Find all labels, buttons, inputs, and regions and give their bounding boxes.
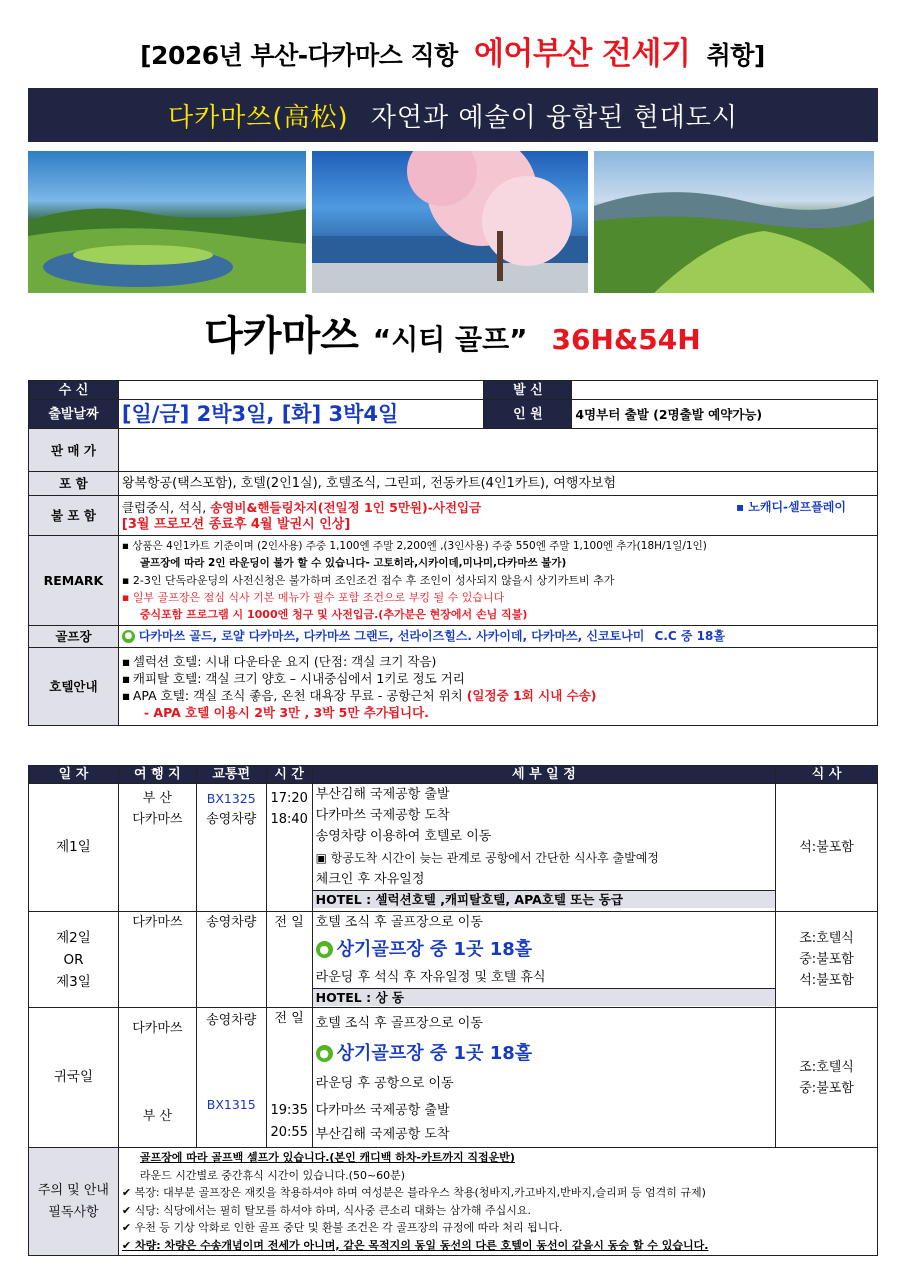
return-time-allday: 전 일: [274, 1011, 304, 1026]
include-label: 포 함: [29, 472, 119, 496]
title-highlight: 에어부산 전세기: [473, 36, 691, 72]
day2-transport: 송영차량: [196, 912, 266, 1008]
return-transports: [196, 1008, 266, 1148]
top-title: [0, 28, 905, 73]
return-meal-lunch: 중:불포함: [799, 1080, 854, 1096]
return-times: [266, 1008, 312, 1148]
remark-lunch: 일부 골프장은 점심 식사 기본 메뉴가 필수 포함 조건으로 부킹 될 수 있습니다: [132, 591, 505, 604]
day2-or: OR: [63, 951, 84, 968]
bullet-icon: ▪: [121, 653, 131, 669]
hotel-apa: APA 호텔: 객실 조식 좋음, 온천 대욕장 무료 - 공항근처 위치: [132, 687, 467, 703]
recv-value: [118, 381, 484, 400]
day2-hotel: HOTEL : 상 동: [313, 988, 775, 1006]
return-detail-4: 다카마쓰 국제공항 출발: [315, 1102, 450, 1118]
golf-label: 골프장: [29, 626, 119, 648]
schedule-day1-row: [29, 784, 878, 912]
day1-detail-2: 다카마쓰 국제공항 도착: [315, 808, 450, 823]
exclude-no-caddie: ▪ 노캐디-셀프플레이: [735, 499, 846, 514]
day2-label: 제2일: [56, 929, 91, 946]
day2-meal-dinner: 석:불포함: [799, 973, 854, 988]
return-detail-3: 라운딩 후 공항으로 이동: [315, 1075, 454, 1091]
return-place-takamatsu: 다카마쓰: [132, 1021, 183, 1036]
main-title: [0, 304, 905, 361]
return-detail-golf: 상기골프장 중 1곳 18홀: [336, 1042, 533, 1064]
golf-fairway-image: [594, 151, 874, 293]
row-exclude: [29, 496, 878, 536]
golf-courses: 다카마쓰 골드, 로얄 다카마쓰, 다카마쓰 그랜드, 선라이즈힐스. 사카이데, 다카마쓰, 신코토나미: [138, 629, 645, 643]
return-places: [118, 1008, 196, 1148]
day1-detail-5: 체크인 후 자유일정: [315, 872, 425, 887]
bullet-icon: ▪: [121, 574, 130, 587]
exclude-label: 불 포 함: [29, 496, 119, 536]
return-time-depart: 19:35: [270, 1103, 308, 1118]
schedule-header-row: [29, 766, 878, 784]
day2-meals: [776, 912, 878, 1008]
day1-hotel: HOTEL : 셀럭션호텔 ,캐피탈호텔, APA호텔 또는 동급: [313, 890, 775, 908]
return-meals: [776, 1008, 878, 1148]
hotel-capital: 캐피탈 호텔: 객실 크기 양호 – 시내중심에서 1키로 정도 거리: [132, 670, 465, 686]
day1-meal: 석:불포함: [776, 784, 878, 912]
hotel-cell: [118, 648, 877, 726]
day2-detail-golf-row: [313, 932, 775, 966]
row-recv-send: [29, 381, 878, 400]
schedule-table: [28, 765, 878, 1256]
day2-meal-lunch: 중:불포함: [799, 952, 854, 967]
hotel-label: 호텔안내: [29, 648, 119, 726]
cherry-blossom-image: [312, 151, 588, 293]
day1-time-depart: 17:20: [270, 791, 308, 806]
day1-detail-4: ▣ 항공도착 시간이 늦는 관계로 공항에서 간단한 식사후 출발예정: [315, 850, 659, 865]
notice-label-2: 필독사항: [48, 1204, 99, 1220]
day1-detail-3: 송영차량 이용하여 호텔로 이동: [315, 829, 492, 844]
notice-weather: ✔ 우천 등 기상 악화로 인한 골프 중단 및 환불 조건은 각 골프장의 규정에 따라 처리 됩니다.: [121, 1221, 563, 1234]
notice-dining: ✔ 식당: 식당에서는 필히 탈모를 하셔야 하며, 식사중 큰소리 대화는 삼가해 주십시요.: [121, 1203, 531, 1217]
bullet-icon: ▪: [121, 670, 131, 686]
remark-two-players: 골프장에 따라 2인 라운딩이 불가 할 수 있습니다- 고토히라,시카이데,미나미,다카마쓰 불가): [139, 557, 567, 569]
day1-flight: BX1325: [206, 791, 256, 806]
notice-vehicle: ✔ 차량: 차량은 수송개념이며 전세가 아니며, 같은 목적지의 동일 동선의 다른 호텔이 동선이 같을시 동승 할 수 있습니다.: [121, 1238, 709, 1252]
notice-dress: ✔ 복장: 대부분 골프장은 재킷을 착용하셔야 하며 여성분은 블라우스 착용(청바지,카고바지,반바지,슬리퍼 등 엄격히 규제): [121, 1186, 706, 1199]
seller-label: 판 매 가: [29, 429, 119, 472]
header-transport: 교통편: [196, 766, 266, 784]
golf-icon: ●: [316, 941, 333, 958]
day1-label: 제1일: [29, 784, 119, 912]
golf-icon: ●: [316, 1045, 333, 1062]
hotel-apa-transfer: (일정중 1회 시내 수송): [466, 687, 597, 703]
day1-place-busan: 부 산: [142, 791, 172, 806]
golf-cell: [118, 626, 877, 648]
return-flight: BX1315: [206, 1097, 256, 1112]
return-detail-golf-row: [313, 1038, 775, 1068]
day2-details: [312, 912, 775, 1008]
depart-value: [일/금] 2박3일, [화] 3박4일: [118, 400, 484, 429]
people-label: 인 원: [484, 400, 572, 429]
return-shuttle: 송영차량: [206, 1013, 257, 1028]
day1-places: [118, 784, 196, 912]
notice-break: 라운드 시간별로 중간휴식 시간이 있습니다.(50~60분): [139, 1168, 406, 1182]
return-place-busan: 부 산: [142, 1109, 172, 1124]
bullet-icon: ▪: [121, 591, 130, 604]
day1-times: [266, 784, 312, 912]
day2-place: 다카마쓰: [118, 912, 196, 1008]
day1-detail-1: 부산김해 국제공항 출발: [315, 787, 450, 802]
main-title-holes: 36H&54H: [551, 323, 701, 356]
recv-label: 수 신: [29, 381, 119, 400]
remark-cell: [118, 536, 877, 626]
exclude-items: 클럽중식, 석식,: [121, 499, 211, 515]
golf-holes: C.C 중 18홀: [654, 629, 725, 643]
photo-cherry-blossom: [312, 151, 588, 293]
hotel-selection: 셀럭션 호텔: 시내 다운타운 요지 (단점: 객실 크기 작음): [132, 653, 437, 669]
day1-place-takamatsu: 다카마쓰: [132, 812, 183, 827]
row-golf: [29, 626, 878, 648]
day2-detail-1: 호텔 조식 후 골프장으로 이동: [315, 914, 483, 930]
include-value: 왕복항공(택스포함), 호텔(2인1실), 호텔조식, 그린피, 전동카트(4인1카트), 여행자보험: [118, 472, 877, 496]
depart-label: 출발날짜: [29, 400, 119, 429]
header-date: 일 자: [29, 766, 119, 784]
return-detail-5: 부산김해 국제공항 도착: [315, 1126, 450, 1142]
hotel-apa-surcharge: - APA 호텔 이용시 2박 3만 , 3박 5만 추가됩니다.: [143, 704, 429, 720]
title-suffix: 취항]: [706, 41, 765, 70]
people-value: 4명부터 출발 (2명출발 예약가능): [572, 400, 878, 429]
return-time-arrive: 20:55: [270, 1125, 308, 1140]
return-details: [312, 1008, 775, 1148]
day3-label: 제3일: [56, 973, 91, 990]
remark-cart-fee: ▪ 상품은 4인1카트 기준이며 (2인사용) 주중 1,100엔 주말 2,200엔 ,(3인사용) 주중 550엔 주말 1,100엔 추가(18H/1일/1인): [121, 540, 707, 552]
return-label: 귀국일: [29, 1008, 119, 1148]
row-include: [29, 472, 878, 496]
exclude-transfer-fee: 송영비&핸들링차지(전일정 1인 5만원)-사전입금: [210, 499, 482, 515]
bullet-icon: ▪: [121, 687, 131, 703]
header-detail: 세 부 일 정: [312, 766, 775, 784]
main-title-city: 다카마쓰: [204, 313, 359, 359]
return-meal-breakfast: 조:호텔식: [799, 1059, 854, 1075]
schedule-day2-row: [29, 912, 878, 1008]
day2-detail-golf: 상기골프장 중 1곳 18홀: [336, 938, 533, 960]
notice-row: [29, 1148, 878, 1256]
notice-cell: [118, 1148, 877, 1256]
notice-label: [29, 1148, 119, 1256]
banner-tagline: 자연과 예술이 융합된 현대도시: [370, 102, 739, 133]
return-detail-1: 호텔 조식 후 골프장으로 이동: [315, 1015, 483, 1031]
seller-value: [118, 429, 877, 472]
day1-details: [312, 784, 775, 912]
day1-shuttle: 송영차량: [206, 812, 257, 827]
info-table: [28, 380, 878, 726]
day1-transports: [196, 784, 266, 912]
banner: [28, 88, 878, 142]
header-meal: 식 사: [776, 766, 878, 784]
day2-time: 전 일: [266, 912, 312, 1008]
exclude-price-notice: [3월 프로모션 종료후 4월 발권시 인상]: [121, 516, 351, 532]
title-prefix: [2026년 부산-다카마스 직항: [140, 41, 458, 70]
header-place: 여 행 지: [118, 766, 196, 784]
day2-detail-3: 라운딩 후 석식 후 자유일정 및 호텔 휴식: [315, 969, 546, 985]
send-value: [572, 381, 878, 400]
remark-label: REMARK: [29, 536, 119, 626]
row-seller: [29, 429, 878, 472]
day2-meal-breakfast: 조:호텔식: [799, 931, 854, 946]
day2-label-cell: [29, 912, 119, 1008]
golf-icon: ●: [122, 630, 135, 643]
header-time: 시 간: [266, 766, 312, 784]
day1-time-arrive: 18:40: [270, 812, 308, 827]
remark-join: 2-3인 단독라운딩의 사전신청은 불가하며 조인조건 접수 후 조인이 성사되지 않을시 상기카트비 추가: [132, 574, 615, 587]
remark-lunch-fee: 중식포함 프로그램 시 1000엔 청구 및 사전입금.(추가분은 현장에서 손님 직불): [139, 608, 528, 621]
schedule-return-row: [29, 1008, 878, 1148]
banner-city: 다카마쓰(高松): [167, 102, 349, 133]
photo-golf-course-pond: [28, 151, 306, 293]
notice-golf-bag: 골프장에 따라 골프백 셀프가 있습니다.(본인 캐디백 하차-카트까지 직접운반): [139, 1151, 515, 1164]
send-label: 발 신: [484, 381, 572, 400]
notice-label-1: 주의 및 안내: [37, 1182, 109, 1198]
main-title-quote: “시티 골프”: [372, 323, 528, 356]
exclude-cell: [118, 496, 877, 536]
photo-golf-fairway: [594, 151, 874, 293]
row-remark: [29, 536, 878, 626]
row-hotel: [29, 648, 878, 726]
row-depart: [29, 400, 878, 429]
golf-course-pond-image: [28, 151, 306, 293]
